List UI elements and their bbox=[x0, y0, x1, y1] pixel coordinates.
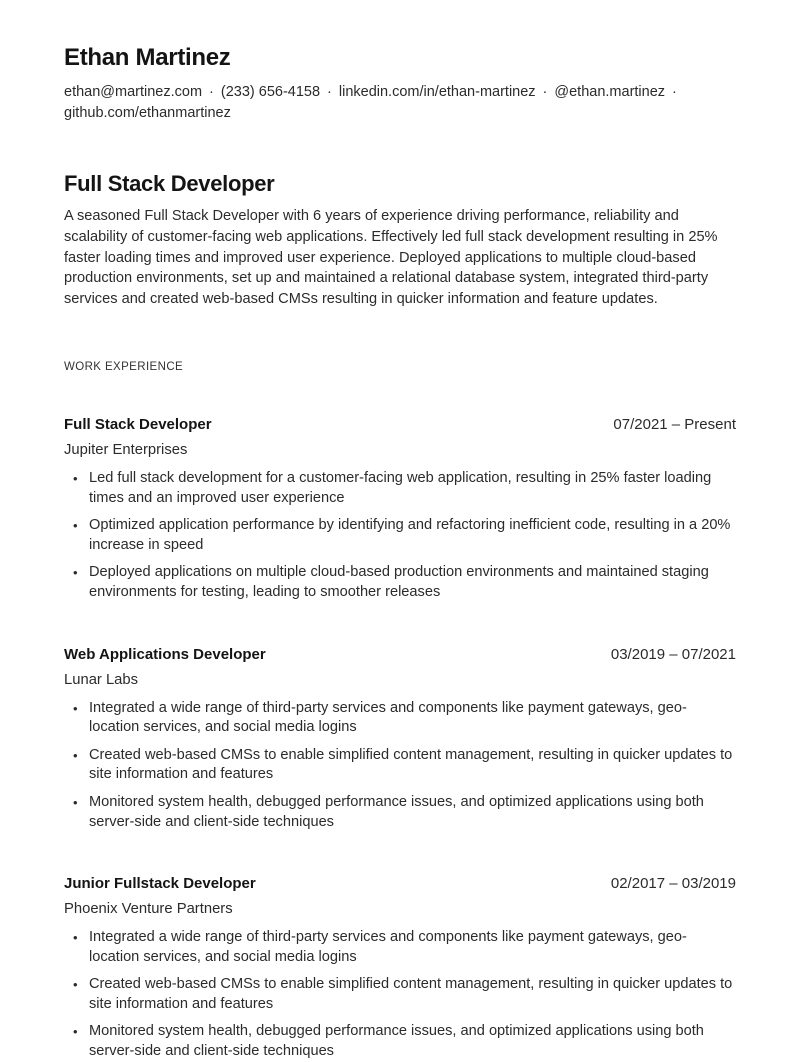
job-company: Lunar Labs bbox=[64, 671, 139, 688]
job-bullet: • Created web-based CMSs to enable simplified content management, resulting in quicker updates to site information and features bbox=[64, 746, 736, 785]
contact-linkedin: linkedin.com/in/ethan-martinez bbox=[338, 83, 536, 100]
contact-separator: · bbox=[672, 83, 677, 100]
contact-handle: @ethan.martinez bbox=[554, 83, 666, 100]
person-name: Ethan Martinez bbox=[64, 44, 231, 71]
job-header bbox=[64, 646, 736, 663]
job-header bbox=[64, 416, 736, 433]
job-bullet: • Created web-based CMSs to enable simplified content management, resulting in quicker updates to site information and features bbox=[64, 975, 736, 1014]
job-title: Full Stack Developer bbox=[64, 415, 212, 433]
summary-text: A seasoned Full Stack Developer with 6 years of experience driving performance, reliability and scalability of customer-facing web applications. Effectively led full stack development resulting in 25% faster loading times and improved user experience. Deployed applications to multiple cloud-based production environments, set up and maintained a relational database system, integrated third-party services and created web-based CMSs resulting in quicker information and feature updates. bbox=[64, 207, 718, 308]
job-bullet: • Monitored system health, debugged performance issues, and optimized applications using both server-side and client-side techniques bbox=[64, 1022, 736, 1061]
job-dates: 02/2017 – 03/2019 bbox=[610, 875, 736, 893]
summary-section bbox=[64, 171, 736, 310]
summary-title: Full Stack Developer bbox=[64, 170, 275, 196]
job-bullet: • Optimized application performance by identifying and refactoring inefficient code, resulting in a 20% increase in speed bbox=[64, 516, 736, 555]
contact-line bbox=[64, 82, 736, 124]
contact-email: ethan@martinez.com bbox=[64, 83, 203, 100]
job-bullet-list bbox=[64, 699, 736, 833]
job-bullet: • Monitored system health, debugged performance issues, and optimized applications using both server-side and client-side techniques bbox=[64, 793, 736, 832]
job-dates: 07/2021 – Present bbox=[613, 415, 736, 433]
work-experience-label: WORK EXPERIENCE bbox=[64, 360, 184, 373]
contact-separator: · bbox=[327, 83, 332, 100]
job-bullet: • Led full stack development for a customer-facing web application, resulting in 25% faster loading times and an improved user experience bbox=[64, 469, 736, 508]
job-bullet: • Integrated a wide range of third-party services and components like payment gateways, geo-location services, and social media logins bbox=[64, 928, 736, 967]
job-title: Junior Fullstack Developer bbox=[64, 875, 256, 893]
job-bullet-list bbox=[64, 928, 736, 1062]
contact-separator: · bbox=[542, 83, 548, 100]
job-company: Phoenix Venture Partners bbox=[64, 901, 233, 918]
job-dates: 03/2019 – 07/2021 bbox=[610, 645, 736, 663]
work-experience-section bbox=[64, 361, 736, 1062]
job-title: Web Applications Developer bbox=[64, 645, 266, 663]
job-header bbox=[64, 875, 736, 892]
job-entry bbox=[64, 646, 736, 833]
contact-separator: · bbox=[209, 83, 214, 100]
contact-phone: (233) 656-4158 bbox=[220, 83, 321, 100]
job-bullet: • Integrated a wide range of third-party services and components like payment gateways, geo-location services, and social media logins bbox=[64, 699, 736, 738]
job-bullet: • Deployed applications on multiple cloud-based production environments and maintained staging environments for testing, leading to smoother releases bbox=[64, 563, 736, 602]
resume-header bbox=[64, 44, 736, 124]
job-entry bbox=[64, 416, 736, 603]
job-entry bbox=[64, 875, 736, 1062]
job-company: Jupiter Enterprises bbox=[64, 441, 188, 458]
job-bullet-list bbox=[64, 469, 736, 603]
contact-github: github.com/ethanmartinez bbox=[64, 104, 231, 121]
